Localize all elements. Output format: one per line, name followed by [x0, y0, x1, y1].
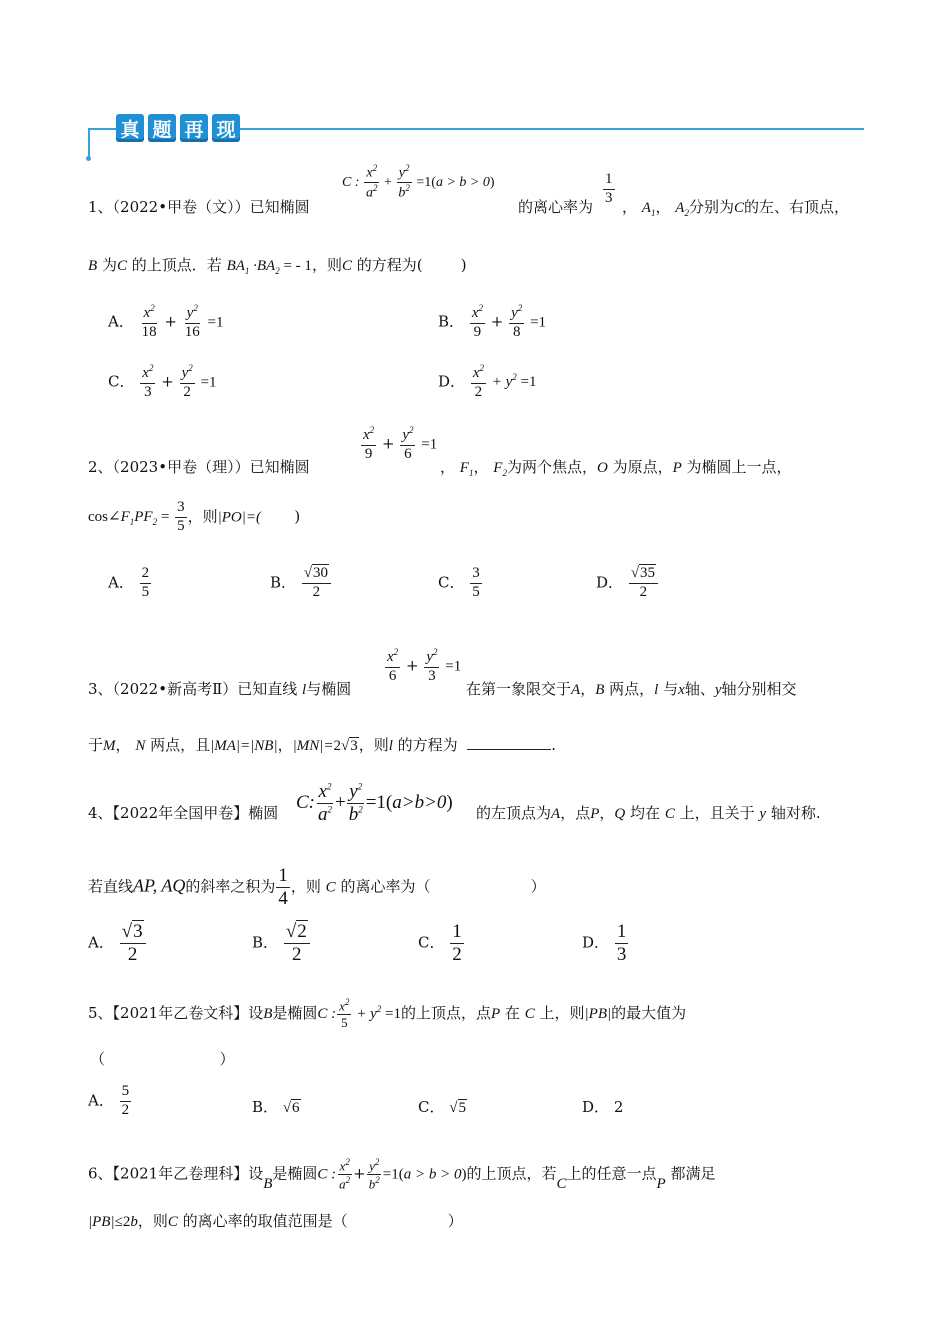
q6-line-2: |PB|≤2b，则C 的离心率的取值范围是（ ） — [88, 1212, 463, 1230]
q1-option-c[interactable]: C． $\frac{x^2}{3}$ + $\frac{y^2}{2}$ =1 — [108, 363, 217, 400]
question-3: 3、（2022•新高考Ⅱ）已知直线 l与椭圆 — [88, 680, 352, 698]
answer-blank[interactable] — [467, 735, 551, 750]
q4-option-c[interactable]: C． $\frac{1}{2}$ — [418, 921, 462, 965]
q2-line-2: $\cos\angle F_1PF_2$ = $\frac{3}{5}$ ，则|PO|=( ) — [88, 499, 301, 534]
q4-option-a[interactable]: A． $\frac{√3}{2}$ — [88, 922, 147, 965]
section-char: 现 — [212, 114, 240, 142]
q1-line-2: B 为C 的上顶点．若 $BA_1 \cdot BA_2$ = - 1，则C 的方程为( ) — [88, 256, 467, 276]
section-char: 再 — [180, 114, 208, 142]
q4-option-d[interactable]: D． $\frac{1}{3}$ — [582, 921, 627, 965]
q4-text: 的左顶点为A，点P，Q 均在 C 上，且关于 y 轴对称. — [476, 804, 821, 822]
section-char: 真 — [116, 114, 144, 142]
q5-option-b[interactable]: B． √6 — [252, 1098, 300, 1116]
q2-text: ， $F_1$， $F_2$为两个焦点，O 为原点，P 为椭圆上一点， — [440, 458, 792, 478]
question-4: 4、【2022年全国甲卷】椭圆 — [88, 804, 279, 822]
q5-option-d[interactable]: D． 2 — [582, 1098, 624, 1116]
header-dot — [86, 156, 91, 161]
header-rule-left — [88, 128, 118, 130]
q2-option-b[interactable]: B． $\frac{√30}{2}$ — [270, 566, 332, 601]
section-title — [116, 114, 244, 144]
q2-ellipse-eq: $\frac{x^2}{9}$ + $\frac{y^2}{6}$ =1 — [363, 425, 438, 462]
q5-option-a[interactable]: A． $\frac{5}{2}$ — [88, 1083, 130, 1118]
question-2: 2、（2023•甲卷（理））已知椭圆 — [88, 458, 310, 476]
q1-text-2: ， $A_1$， $A_2$分别为C的左、右顶点， — [622, 198, 849, 218]
q1-option-a[interactable]: A． $\frac{x^2}{18}$ + $\frac{y^2}{16}$ =1 — [108, 303, 224, 340]
q1-option-b[interactable]: B． $\frac{x^2}{9}$ + $\frac{y^2}{8}$ =1 — [438, 303, 547, 340]
q4-ellipse-eq: C: $\frac{x^2}{a^2}$ + $\frac{y^2}{b^2}$ =1(a>b>0) — [296, 781, 453, 825]
q3-line-2: 于M， N 两点，且|MA|=|NB|，|MN|=2√3，则l 的方程为 . — [88, 736, 557, 754]
q4-line-2: 若直线AP, AQ的斜率之积为 $\frac{1}{4}$ ，则 C 的离心率为（ ） — [88, 865, 546, 909]
header-rule — [238, 128, 864, 130]
q2-option-c[interactable]: C． $\frac{3}{5}$ — [438, 565, 480, 600]
question-5: 5、【2021年乙卷文科】设B是椭圆C : $\frac{x^2}{5}$ + $y^2 =1$的上顶点，点P 在 C 上，则|PB|的最大值为 — [88, 997, 687, 1030]
q1-ecc-value: $\frac{1}{3}$ — [605, 171, 613, 206]
question-1: 1、（2022•甲卷（文））已知椭圆 — [88, 198, 310, 216]
q1-text: 的离心率为 — [518, 198, 594, 216]
q1-option-d[interactable]: D． $\frac{x^2}{2}$ + $y^2 =1$ — [438, 363, 537, 400]
q3-text: 在第一象限交于A，B 两点，l 与x轴、y轴分别相交 — [466, 680, 797, 698]
question-6: 6、【2021年乙卷理科】设B是椭圆C : $\frac{x^2}{a^2}$ + $\frac{y^2}{b^2}$ =1(a > b > 0)的上顶点，若C上的任意一点P 都满足 — [88, 1157, 716, 1193]
q1-ellipse-eq: C : $\frac{x^2}{a^2}$ + $\frac{y^2}{b^2}$ =1(a > b > 0) — [342, 163, 495, 201]
section-char: 题 — [148, 114, 176, 142]
q3-ellipse-eq: $\frac{x^2}{6}$ + $\frac{y^2}{3}$ =1 — [387, 647, 462, 684]
q2-option-d[interactable]: D． $\frac{√35}{2}$ — [596, 566, 659, 601]
q5-option-c[interactable]: C． √5 — [418, 1098, 466, 1116]
q2-option-a[interactable]: A． $\frac{2}{5}$ — [108, 565, 150, 600]
q5-paren: （ ） — [90, 1050, 235, 1068]
q4-option-b[interactable]: B． $\frac{√2}{2}$ — [252, 922, 311, 965]
header-rule-vertical — [88, 128, 90, 158]
